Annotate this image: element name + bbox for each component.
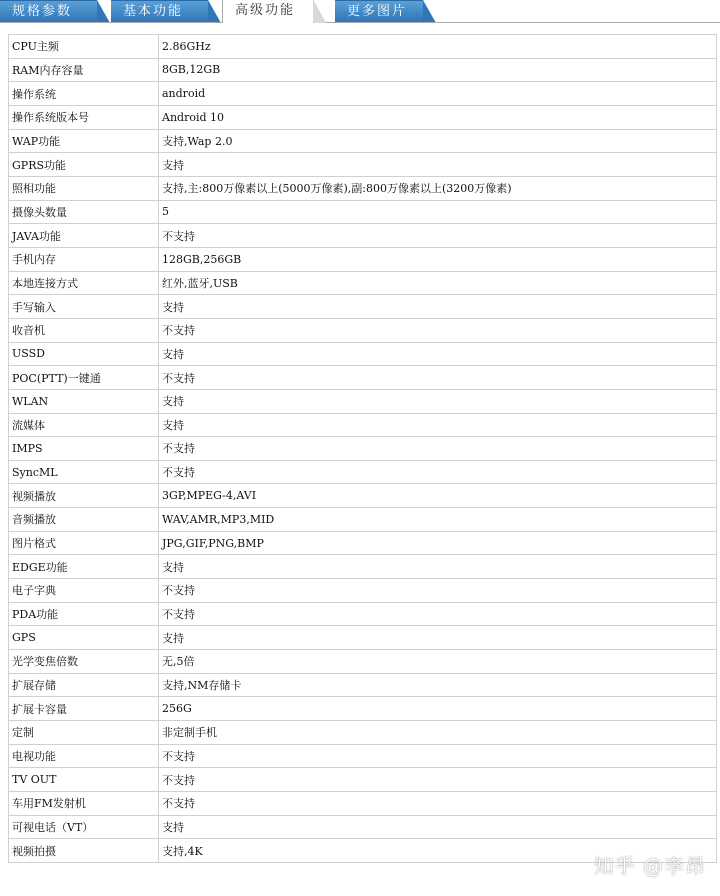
spec-value: JPG,GIF,PNG,BMP xyxy=(159,531,717,555)
spec-key: 流媒体 xyxy=(9,413,159,437)
spec-key: PDA功能 xyxy=(9,602,159,626)
tab-advanced-functions[interactable]: 高级功能 xyxy=(222,0,314,23)
table-row xyxy=(9,602,717,626)
spec-key: POC(PTT)一键通 xyxy=(9,366,159,390)
table-row xyxy=(9,105,717,129)
table-row xyxy=(9,815,717,839)
spec-key: 光学变焦倍数 xyxy=(9,650,159,674)
spec-value: 支持 xyxy=(159,626,717,650)
spec-key: JAVA功能 xyxy=(9,224,159,248)
spec-key: 电视功能 xyxy=(9,744,159,768)
spec-key: 操作系统版本号 xyxy=(9,105,159,129)
spec-value: 3GP,MPEG-4,AVI xyxy=(159,484,717,508)
spec-key: 操作系统 xyxy=(9,82,159,106)
spec-key: 手写输入 xyxy=(9,295,159,319)
spec-value: 不支持 xyxy=(159,460,717,484)
spec-key: 可视电话（VT） xyxy=(9,815,159,839)
table-row xyxy=(9,484,717,508)
spec-value: 不支持 xyxy=(159,318,717,342)
tab-divider xyxy=(0,22,720,23)
spec-key: USSD xyxy=(9,342,159,366)
table-row xyxy=(9,224,717,248)
table-row xyxy=(9,342,717,366)
table-row xyxy=(9,508,717,532)
spec-key: IMPS xyxy=(9,437,159,461)
tab-specs[interactable]: 规格参数 xyxy=(0,0,97,22)
spec-key: 摄像头数量 xyxy=(9,200,159,224)
spec-key: 音频播放 xyxy=(9,508,159,532)
spec-value: 红外,蓝牙,USB xyxy=(159,271,717,295)
spec-value: 2.86GHz xyxy=(159,35,717,59)
spec-value: 支持,Wap 2.0 xyxy=(159,129,717,153)
spec-value: 不支持 xyxy=(159,437,717,461)
spec-value: 不支持 xyxy=(159,366,717,390)
spec-value: 256G xyxy=(159,697,717,721)
tab-basic-functions[interactable]: 基本功能 xyxy=(111,0,208,22)
table-row xyxy=(9,247,717,271)
table-row xyxy=(9,437,717,461)
tab-more-images[interactable]: 更多图片 xyxy=(335,0,423,22)
spec-value: WAV,AMR,MP3,MID xyxy=(159,508,717,532)
spec-key: 手机内存 xyxy=(9,247,159,271)
table-row xyxy=(9,129,717,153)
table-row xyxy=(9,200,717,224)
spec-value: 不支持 xyxy=(159,768,717,792)
table-row xyxy=(9,413,717,437)
spec-value: 支持 xyxy=(159,815,717,839)
spec-value: 支持 xyxy=(159,389,717,413)
spec-value: 支持,主:800万像素以上(5000万像素),副:800万像素以上(3200万像素) xyxy=(159,176,717,200)
spec-key: 视频拍摄 xyxy=(9,839,159,863)
table-row xyxy=(9,650,717,674)
spec-key: CPU主频 xyxy=(9,35,159,59)
table-row xyxy=(9,673,717,697)
spec-value: 支持 xyxy=(159,153,717,177)
spec-value: 支持 xyxy=(159,555,717,579)
tab-bar xyxy=(0,0,720,24)
spec-key: WAP功能 xyxy=(9,129,159,153)
table-row xyxy=(9,721,717,745)
table-row xyxy=(9,295,717,319)
spec-key: WLAN xyxy=(9,389,159,413)
spec-key: 扩展卡容量 xyxy=(9,697,159,721)
table-row xyxy=(9,579,717,603)
spec-key: 照相功能 xyxy=(9,176,159,200)
spec-value: 128GB,256GB xyxy=(159,247,717,271)
table-row xyxy=(9,35,717,59)
spec-key: GPS xyxy=(9,626,159,650)
table-row xyxy=(9,318,717,342)
spec-key: 图片格式 xyxy=(9,531,159,555)
spec-key: EDGE功能 xyxy=(9,555,159,579)
table-row xyxy=(9,82,717,106)
spec-value: 无,5倍 xyxy=(159,650,717,674)
table-row xyxy=(9,626,717,650)
spec-key: 本地连接方式 xyxy=(9,271,159,295)
spec-table xyxy=(8,34,717,863)
spec-value: 支持 xyxy=(159,342,717,366)
table-row xyxy=(9,389,717,413)
table-row xyxy=(9,58,717,82)
table-row xyxy=(9,768,717,792)
spec-key: GPRS功能 xyxy=(9,153,159,177)
table-row xyxy=(9,744,717,768)
spec-value: 支持,NM存储卡 xyxy=(159,673,717,697)
spec-value: 非定制手机 xyxy=(159,721,717,745)
spec-value: 不支持 xyxy=(159,744,717,768)
table-row xyxy=(9,366,717,390)
spec-key: 扩展存储 xyxy=(9,673,159,697)
table-row xyxy=(9,176,717,200)
spec-key: TV OUT xyxy=(9,768,159,792)
spec-value: Android 10 xyxy=(159,105,717,129)
table-row xyxy=(9,153,717,177)
spec-key: SyncML xyxy=(9,460,159,484)
spec-key: 电子字典 xyxy=(9,579,159,603)
spec-value: 不支持 xyxy=(159,224,717,248)
table-row xyxy=(9,271,717,295)
spec-key: 定制 xyxy=(9,721,159,745)
spec-value: 不支持 xyxy=(159,792,717,816)
table-row xyxy=(9,531,717,555)
table-row xyxy=(9,555,717,579)
spec-value: 支持 xyxy=(159,413,717,437)
table-row xyxy=(9,460,717,484)
table-row xyxy=(9,792,717,816)
spec-value: 支持,4K xyxy=(159,839,717,863)
watermark: 知乎 @李昂 xyxy=(593,854,706,878)
spec-value: 8GB,12GB xyxy=(159,58,717,82)
spec-value: android xyxy=(159,82,717,106)
table-row xyxy=(9,697,717,721)
spec-value: 不支持 xyxy=(159,579,717,603)
spec-value: 支持 xyxy=(159,295,717,319)
spec-value: 不支持 xyxy=(159,602,717,626)
spec-key: 车用FM发射机 xyxy=(9,792,159,816)
spec-key: 收音机 xyxy=(9,318,159,342)
spec-key: 视频播放 xyxy=(9,484,159,508)
spec-value: 5 xyxy=(159,200,717,224)
spec-key: RAM内存容量 xyxy=(9,58,159,82)
